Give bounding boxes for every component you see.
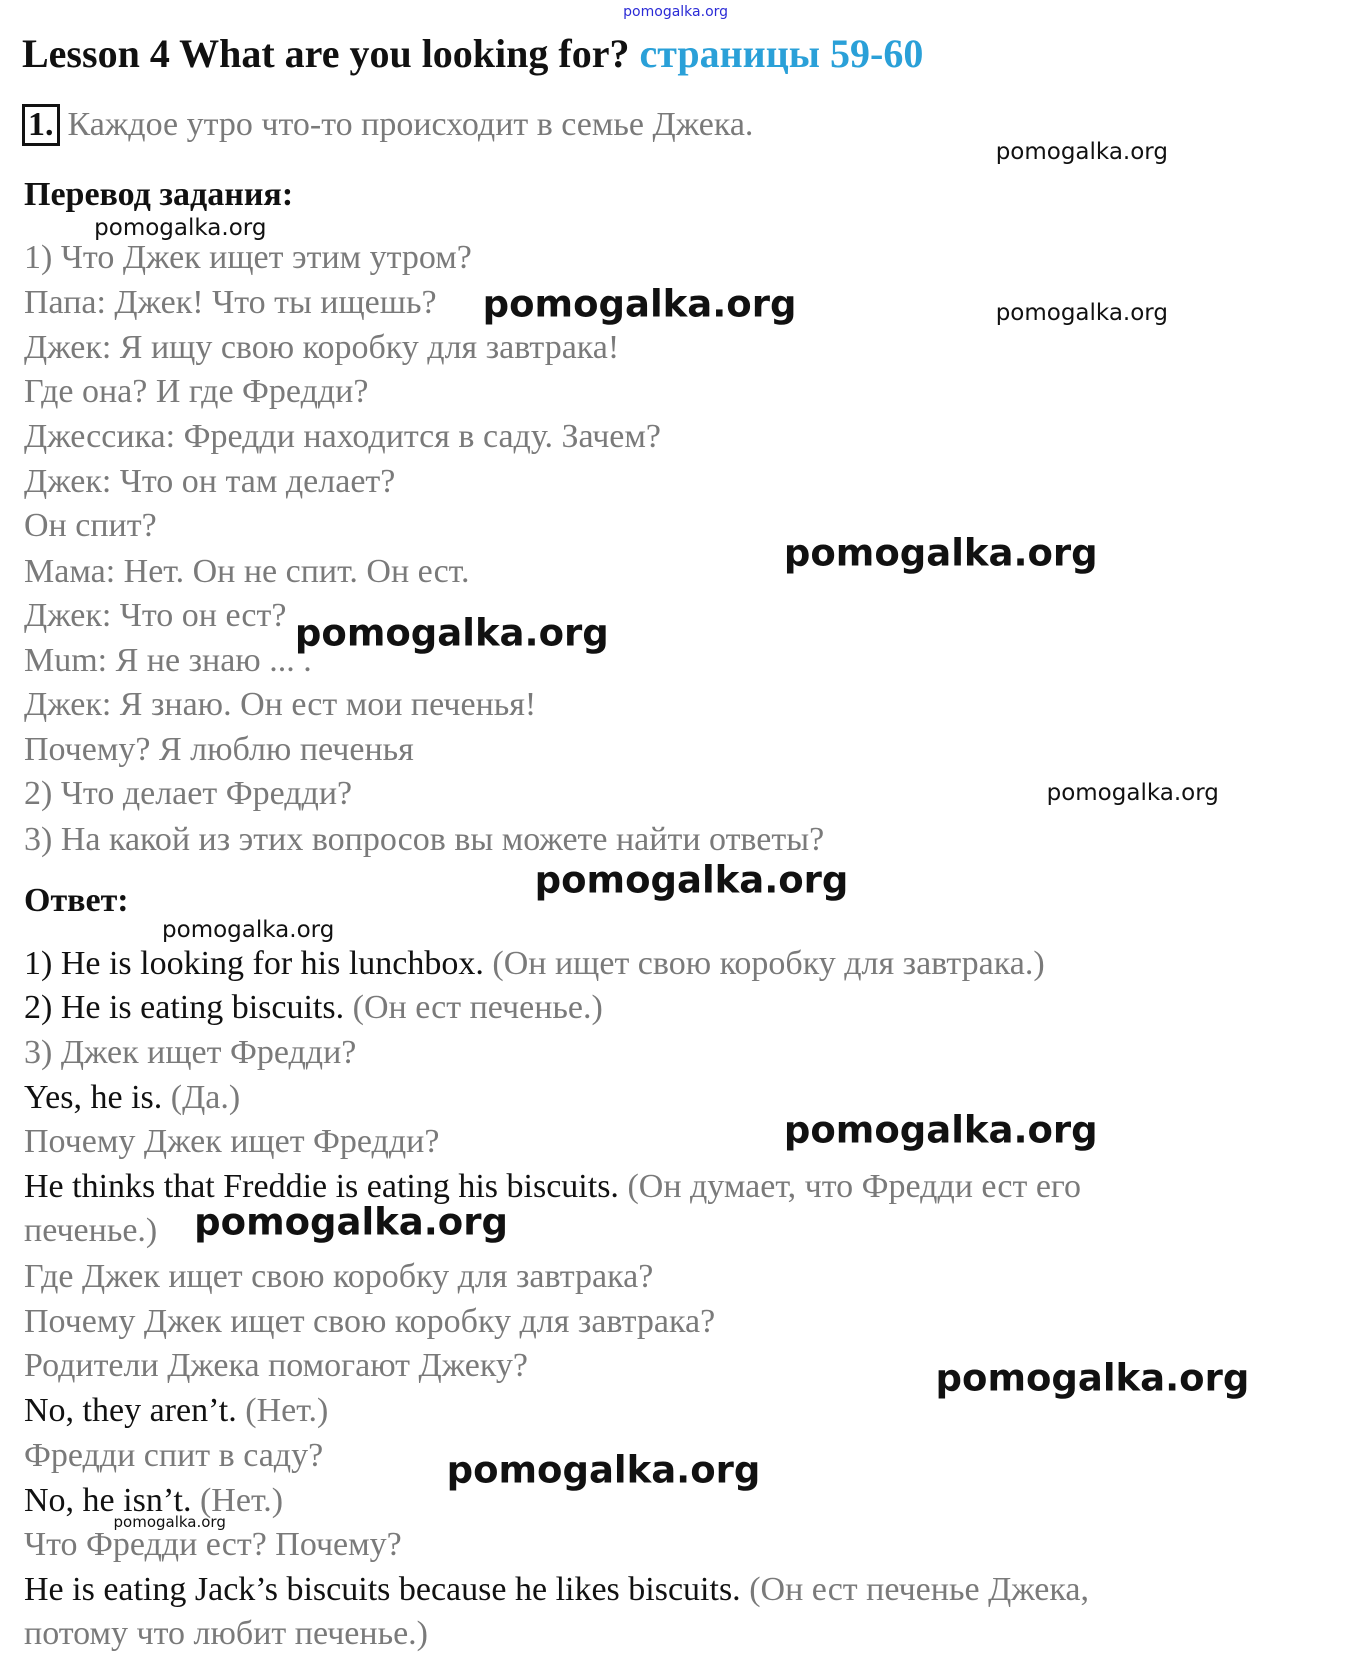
watermark: pomogalka.org — [534, 858, 849, 902]
watermark: pomogalka.org — [194, 1200, 508, 1244]
translation-line: Джек: Я ищу свою коробку для завтрака! — [24, 328, 620, 366]
translation-line: Джек: Что он ест? — [24, 597, 287, 635]
answer-line — [24, 1391, 328, 1431]
watermark: pomogalka.org — [294, 611, 609, 655]
answer-line — [24, 1167, 1081, 1207]
russian-text: 3) Джек ищет Фредди? — [24, 1034, 357, 1072]
english-answer: No, he isn’t. — [24, 1481, 200, 1519]
russian-text: (Он ест печенье.) — [352, 988, 603, 1026]
watermark: pomogalka.org — [995, 138, 1168, 165]
russian-text: Родители Джека помогают Джеку? — [24, 1347, 528, 1385]
russian-text: Почему Джек ищет Фредди? — [24, 1123, 440, 1161]
translation-line: 3) На какой из этих вопросов вы можете найти ответы? — [24, 821, 825, 859]
translation-line: Почему? Я люблю печенья — [24, 730, 414, 768]
russian-text: Фредди спит в саду? — [24, 1437, 324, 1475]
watermark: pomogalka.org — [482, 282, 797, 326]
english-answer: He is eating Jack’s biscuits because he likes biscuits. — [24, 1570, 750, 1608]
answer-line — [24, 1257, 653, 1297]
russian-text: (Он ищет свою коробку для завтрака.) — [492, 945, 1045, 983]
russian-text: (Он ест печенье Джека, — [749, 1570, 1089, 1608]
watermark: pomogalka.org — [94, 215, 267, 242]
watermark: pomogalka.org — [162, 917, 335, 944]
answer-line — [24, 1078, 240, 1118]
translation-line: Папа: Джек! Что ты ищешь? — [24, 284, 437, 322]
answer-line — [24, 1570, 1089, 1610]
translation-line: Джек: Что он там делает? — [24, 462, 396, 500]
translation-line: Джек: Я знаю. Он ест мои печенья! — [24, 686, 537, 724]
english-answer: 1) He is looking for his lunchbox. — [24, 945, 493, 983]
task-statement — [22, 104, 753, 146]
watermark: pomogalka.org — [783, 531, 1098, 575]
answer-line — [24, 1525, 402, 1565]
english-answer: Yes, he is. — [24, 1078, 171, 1116]
translation-line: Джессика: Фредди находится в саду. Зачем? — [24, 417, 662, 455]
russian-text: Где Джек ищет свою коробку для завтрака? — [24, 1257, 654, 1295]
english-answer: 2) He is eating biscuits. — [24, 988, 353, 1026]
answer-line — [24, 1211, 157, 1251]
task-number: 1. — [22, 104, 60, 146]
russian-text: (Нет.) — [245, 1391, 329, 1429]
english-answer: He thinks that Freddie is eating his biscuits. — [24, 1167, 628, 1205]
translation-heading: Перевод задания: — [24, 176, 294, 213]
watermark: pomogalka.org — [623, 3, 729, 20]
answer-line — [24, 1346, 528, 1386]
translation-line: 2) Что делает Фредди? — [24, 775, 353, 813]
answer-line — [24, 988, 603, 1028]
answer-heading: Ответ: — [24, 882, 129, 919]
answer-line — [24, 1033, 356, 1073]
translation-line: Где она? И где Фредди? — [24, 373, 369, 411]
russian-text: (Да.) — [170, 1078, 241, 1116]
page-title — [22, 30, 923, 77]
watermark: pomogalka.org — [995, 299, 1168, 326]
answer-line — [24, 1122, 439, 1162]
task-text: Каждое утро что-то происходит в семье Джека. — [67, 106, 754, 143]
translation-line: 1) Что Джек ищет этим утром? — [24, 238, 472, 276]
translation-line: Мама: Нет. Он не спит. Он ест. — [24, 552, 470, 590]
russian-text: (Нет.) — [199, 1481, 284, 1519]
watermark: pomogalka.org — [783, 1108, 1098, 1152]
translation-line: Он спит? — [24, 507, 157, 545]
lesson-title: Lesson 4 What are you looking for? — [22, 31, 630, 76]
russian-text: потому что любит печенье.) — [24, 1615, 428, 1653]
translation-line: Mum: Я не знаю ... . — [24, 641, 312, 679]
watermark: pomogalka.org — [446, 1448, 761, 1492]
russian-text: (Он думает, что Фредди ест его — [627, 1167, 1082, 1205]
answer-line — [24, 944, 1045, 984]
answer-line — [24, 1614, 428, 1654]
russian-text: Почему Джек ищет свою коробку для завтрака? — [24, 1302, 716, 1340]
russian-text: печенье.) — [24, 1212, 158, 1250]
english-answer: No, they aren’t. — [24, 1391, 246, 1429]
pages-label: страницы 59-60 — [639, 31, 924, 76]
watermark: pomogalka.org — [1046, 780, 1219, 807]
answer-line — [24, 1302, 715, 1342]
russian-text: Что Фредди ест? Почему? — [24, 1526, 402, 1564]
answer-line — [24, 1436, 323, 1476]
watermark: pomogalka.org — [113, 1513, 226, 1531]
watermark: pomogalka.org — [935, 1356, 1250, 1400]
